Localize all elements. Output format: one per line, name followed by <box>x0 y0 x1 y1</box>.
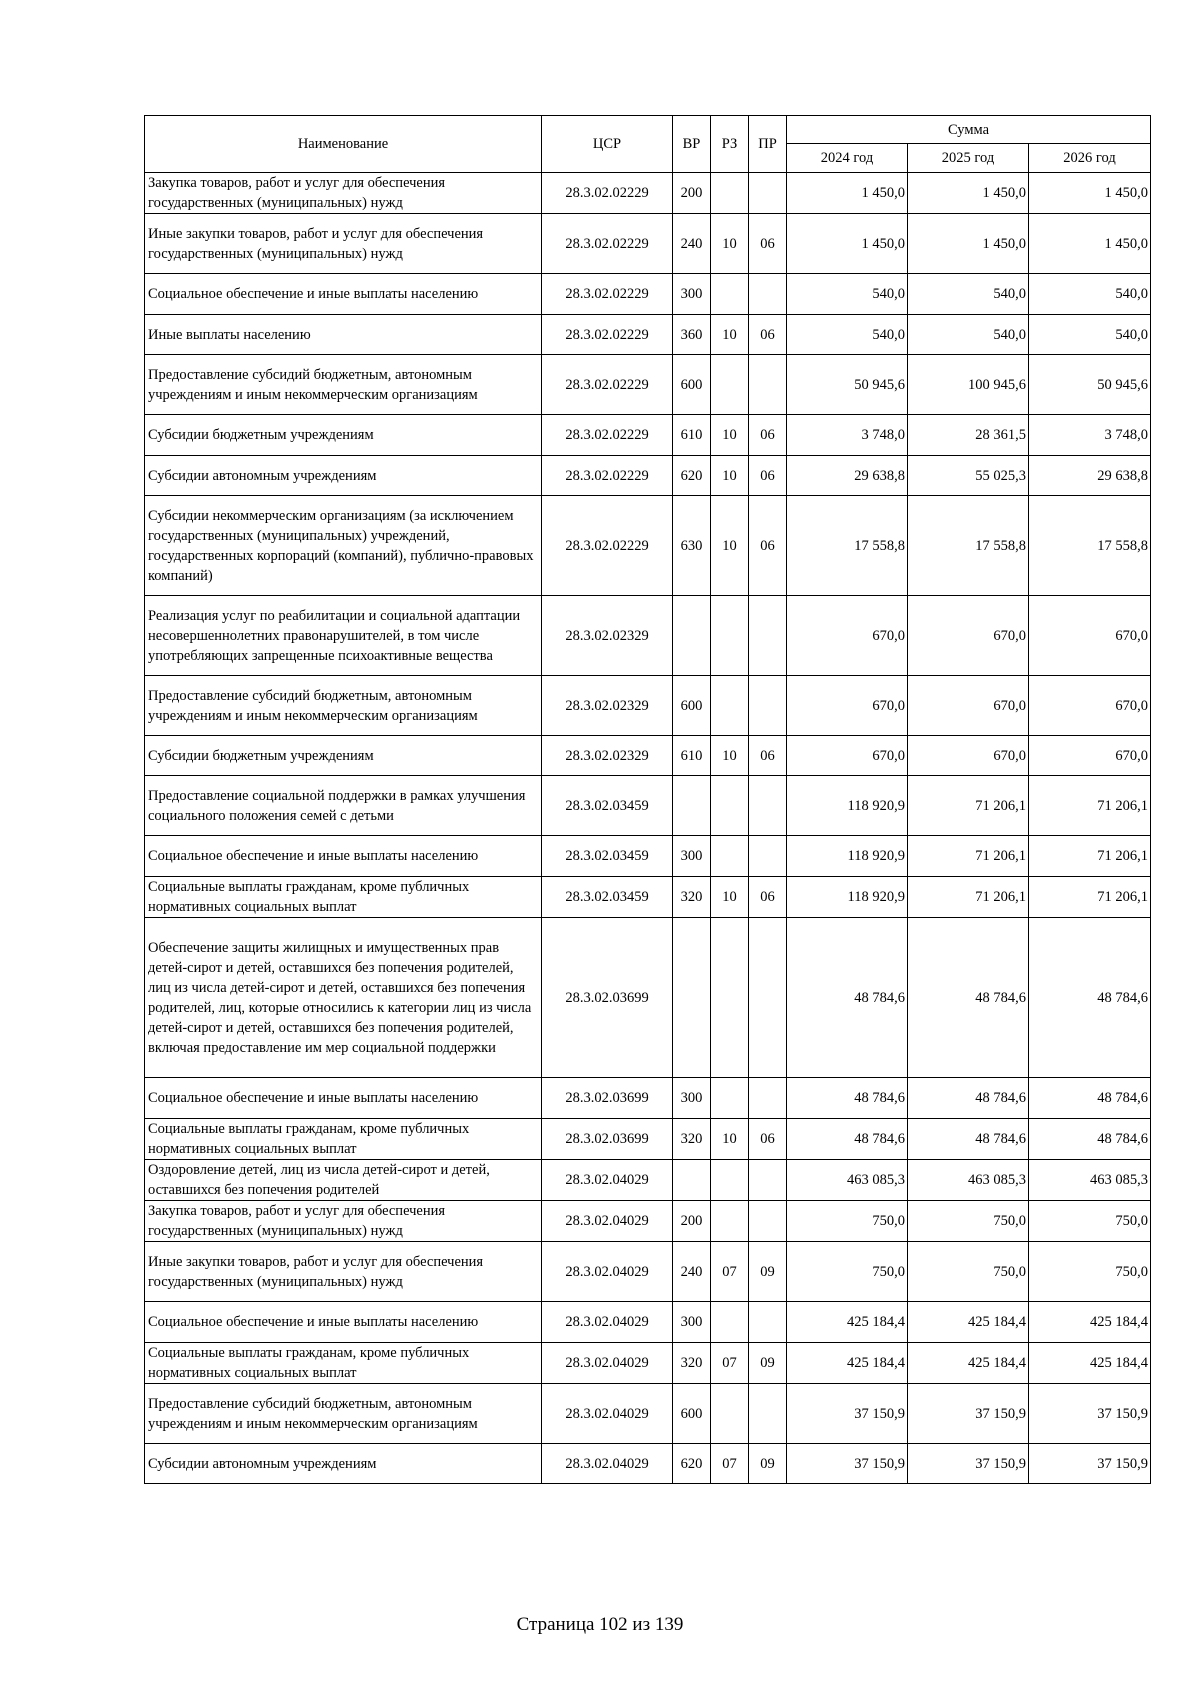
cell-csr: 28.3.02.04029 <box>542 1384 673 1444</box>
table-body <box>145 173 1151 1484</box>
cell-sum-2024: 118 920,9 <box>787 836 908 877</box>
cell-rz: 10 <box>711 315 749 355</box>
header-vr: ВР <box>673 116 711 173</box>
cell-sum-2024: 540,0 <box>787 274 908 315</box>
table-row <box>145 877 1151 918</box>
cell-sum-2026: 670,0 <box>1029 676 1151 736</box>
cell-csr: 28.3.02.04029 <box>542 1242 673 1302</box>
cell-sum-2026: 540,0 <box>1029 315 1151 355</box>
cell-vr: 320 <box>673 1119 711 1160</box>
table-row <box>145 1078 1151 1119</box>
cell-sum-2024: 670,0 <box>787 736 908 776</box>
cell-vr <box>673 776 711 836</box>
cell-csr: 28.3.02.04029 <box>542 1160 673 1201</box>
cell-sum-2026: 29 638,8 <box>1029 456 1151 496</box>
cell-csr: 28.3.02.04029 <box>542 1201 673 1242</box>
cell-rz <box>711 596 749 676</box>
cell-pr: 06 <box>749 736 787 776</box>
cell-csr: 28.3.02.02229 <box>542 315 673 355</box>
cell-name: Субсидии автономным учреждениям <box>145 456 542 496</box>
cell-rz <box>711 836 749 877</box>
cell-pr <box>749 676 787 736</box>
cell-vr: 610 <box>673 736 711 776</box>
cell-pr: 09 <box>749 1444 787 1484</box>
cell-csr: 28.3.02.03699 <box>542 918 673 1078</box>
table-row <box>145 214 1151 274</box>
cell-rz: 10 <box>711 214 749 274</box>
cell-sum-2024: 670,0 <box>787 676 908 736</box>
cell-rz: 10 <box>711 1119 749 1160</box>
cell-sum-2025: 37 150,9 <box>908 1384 1029 1444</box>
cell-rz <box>711 1302 749 1343</box>
cell-name: Иные закупки товаров, работ и услуг для обеспечения государственных (муниципальных) нужд <box>145 214 542 274</box>
cell-sum-2025: 71 206,1 <box>908 836 1029 877</box>
cell-rz: 07 <box>711 1444 749 1484</box>
cell-vr: 300 <box>673 1078 711 1119</box>
cell-rz <box>711 1078 749 1119</box>
table-row <box>145 274 1151 315</box>
cell-sum-2024: 425 184,4 <box>787 1302 908 1343</box>
header-year-2026: 2026 год <box>1029 144 1151 173</box>
cell-pr: 06 <box>749 456 787 496</box>
cell-sum-2025: 48 784,6 <box>908 1119 1029 1160</box>
cell-name: Субсидии автономным учреждениям <box>145 1444 542 1484</box>
cell-rz <box>711 1160 749 1201</box>
cell-csr: 28.3.02.02329 <box>542 736 673 776</box>
cell-sum-2026: 540,0 <box>1029 274 1151 315</box>
cell-csr: 28.3.02.04029 <box>542 1343 673 1384</box>
cell-pr <box>749 918 787 1078</box>
cell-sum-2025: 463 085,3 <box>908 1160 1029 1201</box>
cell-name: Социальное обеспечение и иные выплаты населению <box>145 274 542 315</box>
cell-rz <box>711 776 749 836</box>
cell-sum-2024: 29 638,8 <box>787 456 908 496</box>
cell-sum-2025: 17 558,8 <box>908 496 1029 596</box>
cell-sum-2026: 1 450,0 <box>1029 214 1151 274</box>
cell-name: Субсидии бюджетным учреждениям <box>145 415 542 456</box>
table-row <box>145 1201 1151 1242</box>
cell-rz <box>711 355 749 415</box>
cell-name: Социальные выплаты гражданам, кроме публичных нормативных социальных выплат <box>145 877 542 918</box>
cell-sum-2025: 1 450,0 <box>908 173 1029 214</box>
cell-name: Предоставление социальной поддержки в рамках улучшения социального положения семей с детьми <box>145 776 542 836</box>
table-row <box>145 1343 1151 1384</box>
cell-sum-2024: 540,0 <box>787 315 908 355</box>
cell-pr <box>749 1078 787 1119</box>
cell-pr: 06 <box>749 496 787 596</box>
table-row <box>145 355 1151 415</box>
cell-csr: 28.3.02.03459 <box>542 877 673 918</box>
header-name: Наименование <box>145 116 542 173</box>
cell-vr: 320 <box>673 1343 711 1384</box>
cell-rz: 07 <box>711 1242 749 1302</box>
cell-sum-2026: 670,0 <box>1029 596 1151 676</box>
table-row <box>145 1119 1151 1160</box>
cell-sum-2024: 118 920,9 <box>787 877 908 918</box>
cell-rz: 10 <box>711 496 749 596</box>
cell-name: Оздоровление детей, лиц из числа детей-сирот и детей, оставшихся без попечения родителей <box>145 1160 542 1201</box>
cell-name: Социальное обеспечение и иные выплаты населению <box>145 836 542 877</box>
cell-csr: 28.3.02.03699 <box>542 1078 673 1119</box>
cell-vr: 300 <box>673 1302 711 1343</box>
cell-sum-2026: 670,0 <box>1029 736 1151 776</box>
cell-rz <box>711 1201 749 1242</box>
cell-sum-2024: 750,0 <box>787 1242 908 1302</box>
cell-sum-2025: 28 361,5 <box>908 415 1029 456</box>
cell-vr <box>673 918 711 1078</box>
cell-csr: 28.3.02.04029 <box>542 1302 673 1343</box>
table-row <box>145 836 1151 877</box>
cell-vr: 240 <box>673 1242 711 1302</box>
table-row <box>145 496 1151 596</box>
cell-vr: 360 <box>673 315 711 355</box>
cell-pr <box>749 596 787 676</box>
cell-vr <box>673 596 711 676</box>
budget-table <box>144 115 1151 1484</box>
cell-sum-2025: 71 206,1 <box>908 877 1029 918</box>
cell-sum-2026: 425 184,4 <box>1029 1343 1151 1384</box>
cell-pr <box>749 1384 787 1444</box>
cell-rz: 10 <box>711 415 749 456</box>
cell-sum-2026: 17 558,8 <box>1029 496 1151 596</box>
cell-csr: 28.3.02.02229 <box>542 496 673 596</box>
cell-pr: 06 <box>749 214 787 274</box>
cell-pr: 06 <box>749 877 787 918</box>
cell-name: Иные выплаты населению <box>145 315 542 355</box>
cell-sum-2026: 50 945,6 <box>1029 355 1151 415</box>
header-csr: ЦСР <box>542 116 673 173</box>
cell-vr: 320 <box>673 877 711 918</box>
cell-sum-2024: 750,0 <box>787 1201 908 1242</box>
cell-vr: 600 <box>673 1384 711 1444</box>
cell-vr: 600 <box>673 355 711 415</box>
cell-vr: 300 <box>673 836 711 877</box>
cell-sum-2025: 48 784,6 <box>908 918 1029 1078</box>
cell-sum-2026: 71 206,1 <box>1029 836 1151 877</box>
cell-sum-2026: 3 748,0 <box>1029 415 1151 456</box>
cell-sum-2024: 48 784,6 <box>787 1078 908 1119</box>
cell-vr: 600 <box>673 676 711 736</box>
cell-vr <box>673 1160 711 1201</box>
cell-name: Предоставление субсидий бюджетным, автономным учреждениям и иным некоммерческим организациям <box>145 676 542 736</box>
cell-sum-2024: 1 450,0 <box>787 173 908 214</box>
cell-name: Социальное обеспечение и иные выплаты населению <box>145 1078 542 1119</box>
table-row <box>145 1242 1151 1302</box>
cell-sum-2026: 71 206,1 <box>1029 877 1151 918</box>
header-pr: ПР <box>749 116 787 173</box>
table-row <box>145 415 1151 456</box>
table-row <box>145 315 1151 355</box>
cell-sum-2025: 55 025,3 <box>908 456 1029 496</box>
cell-rz <box>711 918 749 1078</box>
cell-rz <box>711 676 749 736</box>
cell-sum-2026: 37 150,9 <box>1029 1444 1151 1484</box>
cell-name: Социальные выплаты гражданам, кроме публичных нормативных социальных выплат <box>145 1343 542 1384</box>
cell-sum-2026: 48 784,6 <box>1029 1119 1151 1160</box>
cell-sum-2025: 71 206,1 <box>908 776 1029 836</box>
cell-pr: 06 <box>749 315 787 355</box>
cell-sum-2025: 670,0 <box>908 676 1029 736</box>
cell-csr: 28.3.02.02229 <box>542 214 673 274</box>
cell-pr <box>749 1302 787 1343</box>
table-row <box>145 918 1151 1078</box>
cell-sum-2026: 71 206,1 <box>1029 776 1151 836</box>
cell-pr <box>749 1201 787 1242</box>
table-row <box>145 1384 1151 1444</box>
cell-name: Социальные выплаты гражданам, кроме публичных нормативных социальных выплат <box>145 1119 542 1160</box>
cell-sum-2025: 48 784,6 <box>908 1078 1029 1119</box>
cell-rz: 07 <box>711 1343 749 1384</box>
cell-vr: 200 <box>673 173 711 214</box>
cell-name: Закупка товаров, работ и услуг для обеспечения государственных (муниципальных) нужд <box>145 1201 542 1242</box>
cell-rz: 10 <box>711 877 749 918</box>
table-row <box>145 776 1151 836</box>
cell-pr <box>749 776 787 836</box>
cell-sum-2024: 118 920,9 <box>787 776 908 836</box>
cell-pr <box>749 1160 787 1201</box>
cell-csr: 28.3.02.02229 <box>542 173 673 214</box>
cell-sum-2026: 37 150,9 <box>1029 1384 1151 1444</box>
cell-sum-2025: 670,0 <box>908 736 1029 776</box>
cell-sum-2024: 50 945,6 <box>787 355 908 415</box>
cell-pr: 06 <box>749 1119 787 1160</box>
cell-vr: 630 <box>673 496 711 596</box>
cell-sum-2026: 425 184,4 <box>1029 1302 1151 1343</box>
cell-sum-2025: 540,0 <box>908 315 1029 355</box>
cell-vr: 620 <box>673 1444 711 1484</box>
cell-vr: 240 <box>673 214 711 274</box>
cell-sum-2025: 670,0 <box>908 596 1029 676</box>
cell-vr: 610 <box>673 415 711 456</box>
cell-sum-2024: 425 184,4 <box>787 1343 908 1384</box>
cell-sum-2024: 48 784,6 <box>787 1119 908 1160</box>
cell-sum-2024: 37 150,9 <box>787 1384 908 1444</box>
table-row <box>145 596 1151 676</box>
cell-csr: 28.3.02.02229 <box>542 456 673 496</box>
cell-sum-2025: 540,0 <box>908 274 1029 315</box>
cell-name: Предоставление субсидий бюджетным, автономным учреждениям и иным некоммерческим организациям <box>145 1384 542 1444</box>
cell-sum-2025: 750,0 <box>908 1201 1029 1242</box>
cell-vr: 300 <box>673 274 711 315</box>
header-sum: Сумма <box>787 116 1151 144</box>
cell-csr: 28.3.02.03459 <box>542 776 673 836</box>
cell-sum-2025: 425 184,4 <box>908 1302 1029 1343</box>
cell-sum-2026: 750,0 <box>1029 1201 1151 1242</box>
cell-sum-2025: 1 450,0 <box>908 214 1029 274</box>
cell-sum-2025: 37 150,9 <box>908 1444 1029 1484</box>
cell-csr: 28.3.02.02329 <box>542 596 673 676</box>
cell-name: Обеспечение защиты жилищных и имущественных прав детей-сирот и детей, оставшихся без попечения родителей, лиц из числа детей-сирот и детей, оставшихся без попечения родителей, лиц, которые относились к категории лиц из числа детей-сирот и детей, оставшихся без попечения родителей, включая предоставление им мер социальной поддержки <box>145 918 542 1078</box>
cell-name: Иные закупки товаров, работ и услуг для обеспечения государственных (муниципальных) нужд <box>145 1242 542 1302</box>
cell-name: Субсидии некоммерческим организациям (за исключением государственных (муниципальных) учреждений, государственных корпораций (компаний), публично-правовых компаний) <box>145 496 542 596</box>
cell-name: Социальное обеспечение и иные выплаты населению <box>145 1302 542 1343</box>
table-row <box>145 676 1151 736</box>
cell-name: Реализация услуг по реабилитации и социальной адаптации несовершеннолетних правонарушителей, в том числе употребляющих запрещенные психоактивные вещества <box>145 596 542 676</box>
cell-sum-2025: 750,0 <box>908 1242 1029 1302</box>
cell-sum-2026: 48 784,6 <box>1029 918 1151 1078</box>
cell-sum-2024: 17 558,8 <box>787 496 908 596</box>
cell-sum-2026: 1 450,0 <box>1029 173 1151 214</box>
cell-vr: 200 <box>673 1201 711 1242</box>
cell-rz: 10 <box>711 456 749 496</box>
table-header <box>145 116 1151 173</box>
cell-pr: 09 <box>749 1242 787 1302</box>
cell-csr: 28.3.02.03459 <box>542 836 673 877</box>
cell-pr <box>749 836 787 877</box>
table-row <box>145 1302 1151 1343</box>
cell-sum-2026: 48 784,6 <box>1029 1078 1151 1119</box>
cell-csr: 28.3.02.03699 <box>542 1119 673 1160</box>
cell-rz <box>711 1384 749 1444</box>
cell-pr <box>749 274 787 315</box>
table-row <box>145 1444 1151 1484</box>
cell-csr: 28.3.02.02229 <box>542 355 673 415</box>
table-row <box>145 1160 1151 1201</box>
cell-sum-2026: 750,0 <box>1029 1242 1151 1302</box>
cell-sum-2025: 425 184,4 <box>908 1343 1029 1384</box>
cell-pr <box>749 355 787 415</box>
header-year-2025: 2025 год <box>908 144 1029 173</box>
cell-pr: 09 <box>749 1343 787 1384</box>
cell-pr <box>749 173 787 214</box>
cell-sum-2024: 48 784,6 <box>787 918 908 1078</box>
cell-csr: 28.3.02.02229 <box>542 415 673 456</box>
cell-rz: 10 <box>711 736 749 776</box>
table-row <box>145 173 1151 214</box>
cell-name: Закупка товаров, работ и услуг для обеспечения государственных (муниципальных) нужд <box>145 173 542 214</box>
page-number: Страница 102 из 139 <box>516 1614 684 1635</box>
cell-csr: 28.3.02.04029 <box>542 1444 673 1484</box>
cell-csr: 28.3.02.02229 <box>542 274 673 315</box>
cell-sum-2025: 100 945,6 <box>908 355 1029 415</box>
table-row <box>145 736 1151 776</box>
cell-pr: 06 <box>749 415 787 456</box>
cell-sum-2024: 463 085,3 <box>787 1160 908 1201</box>
cell-csr: 28.3.02.02329 <box>542 676 673 736</box>
table-row <box>145 456 1151 496</box>
cell-sum-2024: 37 150,9 <box>787 1444 908 1484</box>
cell-name: Субсидии бюджетным учреждениям <box>145 736 542 776</box>
cell-name: Предоставление субсидий бюджетным, автономным учреждениям и иным некоммерческим организациям <box>145 355 542 415</box>
cell-sum-2024: 670,0 <box>787 596 908 676</box>
header-rz: РЗ <box>711 116 749 173</box>
cell-sum-2024: 1 450,0 <box>787 214 908 274</box>
cell-rz <box>711 274 749 315</box>
cell-rz <box>711 173 749 214</box>
cell-sum-2024: 3 748,0 <box>787 415 908 456</box>
header-year-2024: 2024 год <box>787 144 908 173</box>
cell-sum-2026: 463 085,3 <box>1029 1160 1151 1201</box>
cell-vr: 620 <box>673 456 711 496</box>
